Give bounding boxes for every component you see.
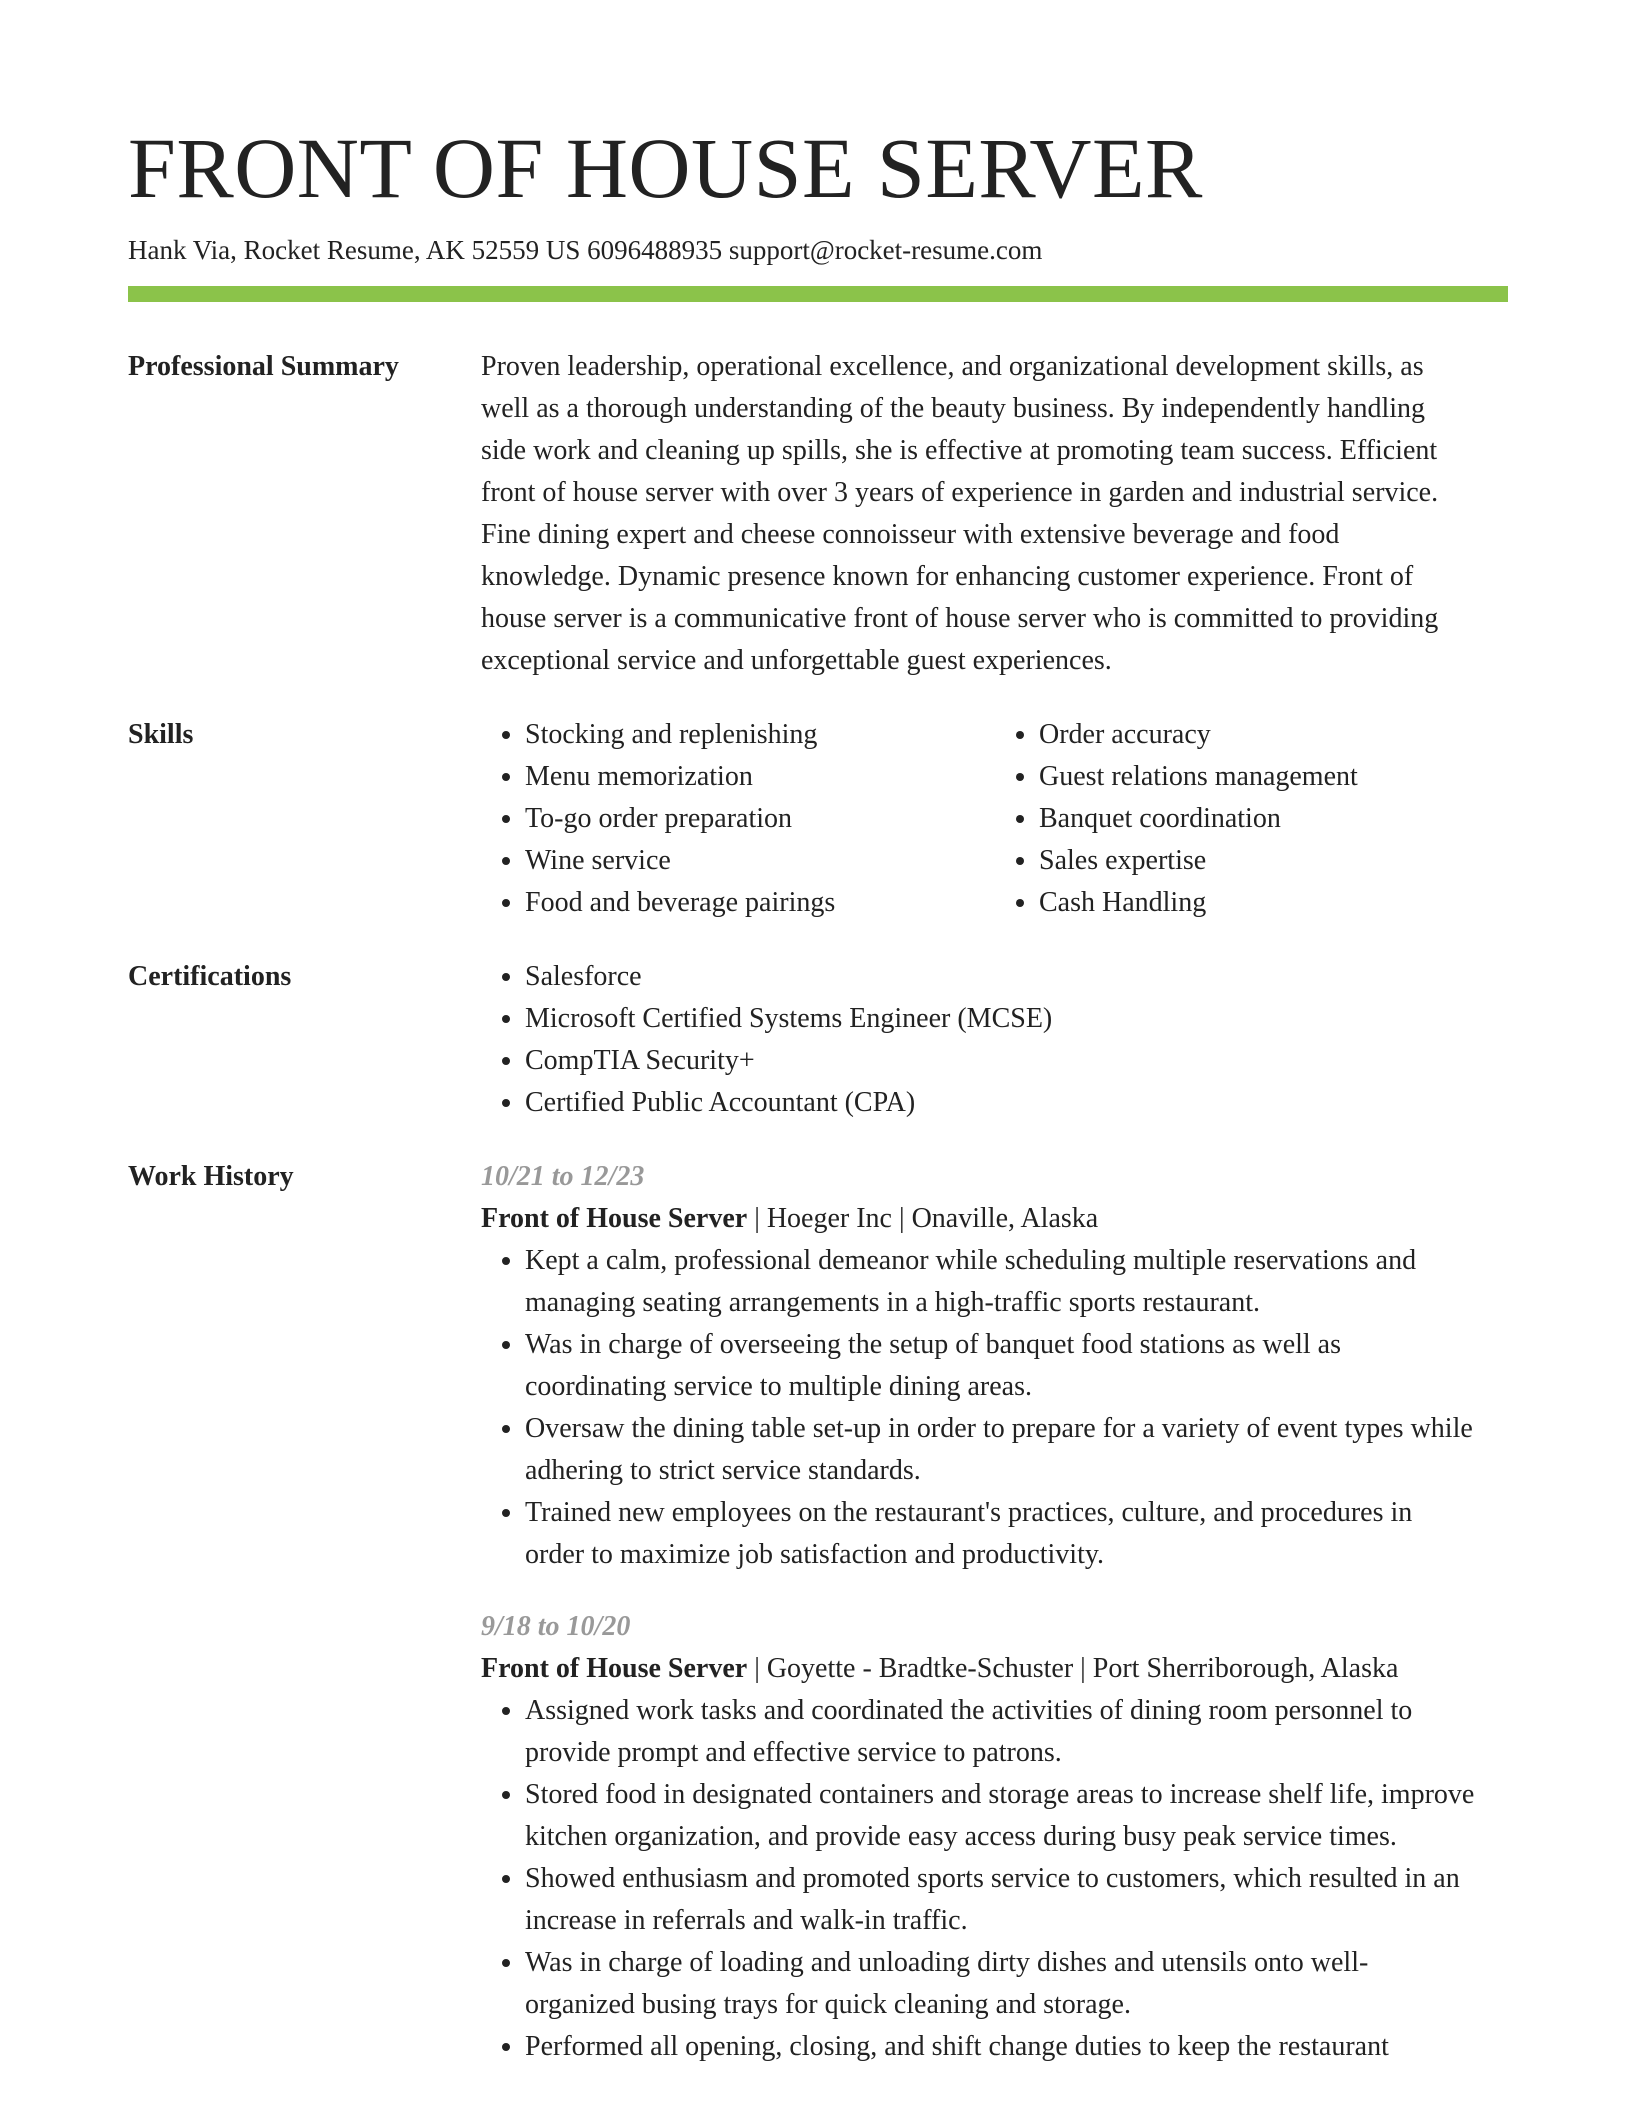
- resume-title: FRONT OF HOUSE SERVER: [128, 120, 1203, 216]
- skill-item: • Stocking and replenishing: [525, 714, 995, 756]
- skills-list-left: [481, 714, 995, 924]
- summary-text: Proven leadership, operational excellence, and organizational development skills, as well as a thorough understanding of the beauty business. By independently handling side work and cleaning up spills, she is effective at promoting team success. Efficient front of house server with over 3 years of experience in garden and industrial service. Fine dining expert and cheese connoisseur with extensive beverage and food knowledge. Dynamic presence known for enhancing customer experience. Front of house server is a communicative front of house server who is committed to providing exceptional service and unforgettable guest experiences.: [481, 351, 1439, 676]
- job-duty: • Was in charge of overseeing the setup of banquet food stations as well as coordinating service to multiple dining areas.: [525, 1324, 1509, 1408]
- job-duties-list: [481, 1240, 1509, 1576]
- job-entry: [481, 1606, 1509, 2068]
- job-duty: • Oversaw the dining table set-up in order to prepare for a variety of event types while adhering to strict service standards.: [525, 1408, 1509, 1492]
- job-duty: • Showed enthusiasm and promoted sports service to customers, which resulted in an increase in referrals and walk-in traffic.: [525, 1858, 1509, 1942]
- skills-list-right: [995, 714, 1509, 924]
- job-employer-location: | Goyette - Bradtke-Schuster | Port Sherriborough, Alaska: [747, 1653, 1399, 1684]
- skill-item: • Wine service: [525, 840, 995, 882]
- job-duty: • Assigned work tasks and coordinated the activities of dining room personnel to provide prompt and effective service to patrons.: [525, 1690, 1509, 1774]
- job-dates: 9/18 to 10/20: [481, 1611, 631, 1642]
- work-history-heading: Work History: [128, 1161, 294, 1192]
- skill-item: • Banquet coordination: [1039, 798, 1509, 840]
- skill-item: • Sales expertise: [1039, 840, 1509, 882]
- skill-item: • Food and beverage pairings: [525, 882, 995, 924]
- job-header: [481, 1648, 1509, 1690]
- job-employer-location: | Hoeger Inc | Onaville, Alaska: [747, 1203, 1099, 1234]
- skill-item: • Guest relations management: [1039, 756, 1509, 798]
- header-divider: [128, 286, 1508, 302]
- job-duties-list: [481, 1690, 1509, 2068]
- certification-item: • CompTIA Security+: [525, 1040, 1509, 1082]
- job-title: Front of House Server: [481, 1653, 748, 1684]
- certification-item: • Salesforce: [525, 956, 1509, 998]
- skill-item: • Menu memorization: [525, 756, 995, 798]
- skills-heading: Skills: [128, 719, 194, 750]
- certifications-list: [481, 956, 1509, 1124]
- job-dates: 10/21 to 12/23: [481, 1161, 645, 1192]
- certification-item: • Certified Public Accountant (CPA): [525, 1082, 1509, 1124]
- skill-item: • Order accuracy: [1039, 714, 1509, 756]
- job-entry: [481, 1156, 1509, 1576]
- job-duty: • Trained new employees on the restaurant's practices, culture, and procedures in order to maximize job satisfaction and productivity.: [525, 1492, 1509, 1576]
- certifications-heading: Certifications: [128, 961, 292, 992]
- skills-columns: [481, 714, 1509, 924]
- job-duty: • Performed all opening, closing, and shift change duties to keep the restaurant: [525, 2026, 1509, 2068]
- summary-heading: Professional Summary: [128, 351, 399, 382]
- job-duty: • Kept a calm, professional demeanor while scheduling multiple reservations and managing seating arrangements in a high-traffic sports restaurant.: [525, 1240, 1509, 1324]
- skill-item: • To-go order preparation: [525, 798, 995, 840]
- job-duty: • Stored food in designated containers and storage areas to increase shelf life, improve kitchen organization, and provide easy access during busy peak service times.: [525, 1774, 1509, 1858]
- skill-item: • Cash Handling: [1039, 882, 1509, 924]
- job-title: Front of House Server: [481, 1203, 748, 1234]
- job-header: [481, 1198, 1509, 1240]
- certification-item: • Microsoft Certified Systems Engineer (MCSE): [525, 998, 1509, 1040]
- job-duty: • Was in charge of loading and unloading dirty dishes and utensils onto well- organized busing trays for quick cleaning and storage.: [525, 1942, 1509, 2026]
- contact-line: Hank Via, Rocket Resume, AK 52559 US 6096488935 support@rocket-resume.com: [128, 235, 1043, 265]
